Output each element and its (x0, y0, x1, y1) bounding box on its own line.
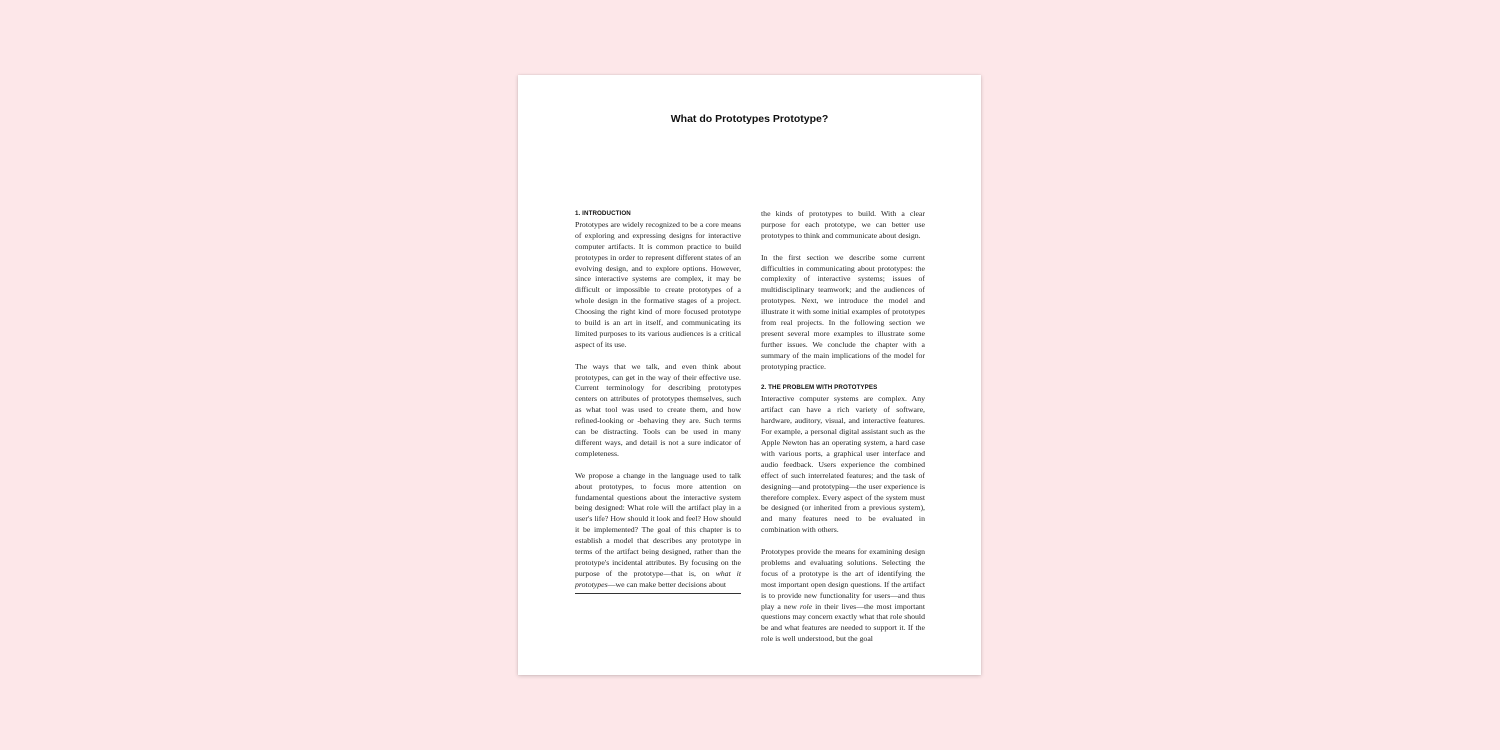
paragraph: Prototypes are widely recognized to be a core means of exploring and expressing designs for interactive computer artifacts. It is common practice to build prototypes in order to represent different states of an evolving design, and to explore options. However, since interactive systems are complex, it may be difficult or impossible to create prototypes of a whole design in the formative stages of a project. Choosing the right kind of more focused prototype to build is an art in itself, and communicating its limited purposes to its various audiences is a critical aspect of its use. (575, 219, 741, 349)
paragraph-text: Prototypes provide the means for examining design problems and evaluating solutions. Selecting the focus of a prototype is the art of identifying the most important open design questions. If the artifact is to provide new functionality for users—and thus play a new (761, 547, 925, 611)
emphasis-text: role (799, 601, 813, 611)
footnote-rule (575, 593, 741, 594)
paragraph (575, 471, 741, 591)
paragraph: In the first section we describe some current difficulties in communicating about prototypes: the complexity of interactive systems; issues of multidisciplinary teamwork; and the audiences of prototypes. Next, we introduce the model and illustrate it with some initial examples of prototypes from real projects. In the following section we present several more examples to illustrate some further issues. We conclude the chapter with a summary of the main implications of the model for prototyping practice. (761, 252, 925, 371)
right-column (761, 209, 925, 645)
section-heading-introduction: 1. INTRODUCTION (575, 210, 631, 217)
emphasis-text: what it prototypes (575, 568, 741, 589)
paragraph: Interactive computer systems are complex. Any artifact can have a rich variety of software, hardware, auditory, visual, and interactive features. For example, a personal digital assistant such as the Apple Newton has an operating system, a hard case with various ports, a graphical user interface and audio feedback. Users experience the combined effect of such interrelated features; and the task of designing—and prototyping—the user experience is therefore complex. Every aspect of the system must be designed (or inherited from a previous system), and many features need to be evaluated in combination with others. (761, 394, 925, 535)
document-page (518, 75, 981, 675)
section-heading-problem: 2. THE PROBLEM WITH PROTOTYPES (761, 384, 878, 392)
paragraph (761, 547, 925, 645)
paragraph-text: We propose a change in the language used to talk about prototypes, to focus more attention on fundamental questions about the interactive system being designed: What role will the artifact play in a user's life? How should it look and feel? How should it be implemented? The goal of this chapter is to establish a model that describes any prototype in terms of the artifact being designed, rather than the prototype's incidental attributes. By focusing on the purpose of the prototype—that is, on (575, 470, 741, 578)
left-column (575, 209, 741, 591)
paragraph-text: in their lives—the most important questions may concern exactly what that role should be and what features are needed to support it. If the role is well understood, but the goal (761, 601, 925, 644)
paragraph: the kinds of prototypes to build. With a clear purpose for each prototype, we can better use prototypes to think and communicate about design. (761, 209, 925, 240)
page-title: What do Prototypes Prototype? (670, 113, 829, 125)
paragraph-text: —we can make better decisions about (607, 579, 727, 589)
paragraph: The ways that we talk, and even think about prototypes, can get in the way of their effective use. Current terminology for describing prototypes centers on attributes of prototypes themselves, such as what tool was used to create them, and how refined-looking or -behaving they are. Such terms can be distracting. Tools can be used in many different ways, and detail is not a sure indicator of completeness. (575, 361, 741, 458)
